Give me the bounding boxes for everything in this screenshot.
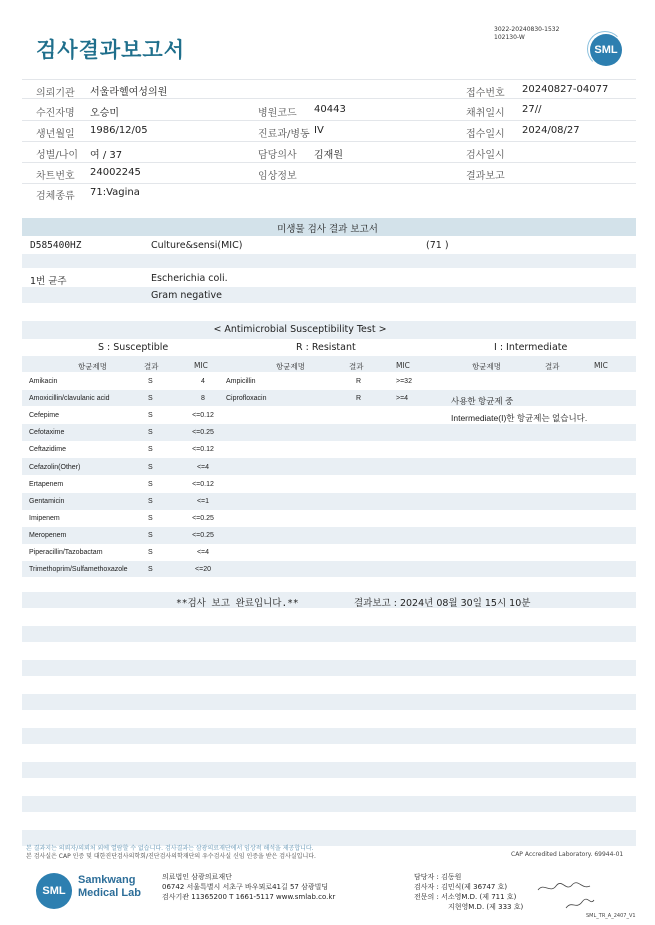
ast-drug: Gentamicin <box>29 498 65 505</box>
collect-date-label: 채취일시 <box>466 108 505 119</box>
receipt-date-label: 접수일시 <box>466 129 505 140</box>
institution-label: 의뢰기관 <box>36 88 75 99</box>
intermediate-note-line1: 사용한 항균제 중 <box>451 396 514 406</box>
ast-mic: <=4 <box>196 549 210 556</box>
ast-drug: Cefotaxime <box>29 429 65 436</box>
specimen-label: 검체종류 <box>36 191 75 202</box>
ast-title: < Antimicrobial Susceptibility Test > <box>213 324 387 335</box>
specimen-value: 71:Vagina <box>90 187 140 198</box>
col-result-3: 결과 <box>545 362 560 371</box>
institution-value: 서울라헬여성의원 <box>90 87 168 98</box>
isolate-label: 1번 균주 <box>30 276 67 287</box>
sex-age-value: 여 / 37 <box>90 150 123 161</box>
patient-value: 오승미 <box>90 108 119 119</box>
ast-mic: <=0.12 <box>192 446 214 453</box>
tech-name: 김민식(제 36747 호) <box>441 883 508 891</box>
ast-mic: >=32 <box>396 378 412 385</box>
report-time: 결과보고 : 2024년 08월 30일 15시 10분 <box>354 598 531 609</box>
col-drug-3: 항균제명 <box>472 362 501 371</box>
cap-accreditation: CAP Accredited Laboratory. 69944-01 <box>511 851 624 858</box>
col-mic-1: MIC <box>194 361 208 370</box>
brand-name <box>78 874 141 900</box>
signature-image <box>536 880 596 914</box>
ast-mic: 8 <box>201 395 205 402</box>
org-address: 06742 서울특별시 서초구 바우뫼로41길 57 삼광빌딩 <box>162 883 329 891</box>
org-name: 의료법인 삼광의료재단 <box>162 873 232 881</box>
col-result-1: 결과 <box>144 362 159 371</box>
ast-mic: <=20 <box>195 566 211 573</box>
org-contact: 검사기관 11365200 T 1661-5117 www.smlab.co.kr <box>162 893 336 901</box>
organism-name: Escherichia coli. <box>151 273 228 284</box>
ast-mic: <=0.12 <box>192 412 214 419</box>
footer-note-2: 본 검사실은 CAP 인증 및 대한진단검사의학회/진단검사의학재단의 우수검사실 신임 인증을 받은 검사실입니다. <box>26 853 316 860</box>
ast-result: S <box>148 481 153 488</box>
col-result-2: 결과 <box>349 362 364 371</box>
receipt-no-label: 접수번호 <box>466 88 505 99</box>
ast-drug: Amikacin <box>29 378 58 385</box>
ast-result: S <box>148 549 153 556</box>
ast-drug: Meropenem <box>29 532 67 539</box>
ast-mic: <=0.25 <box>192 515 214 522</box>
ast-result: S <box>148 395 153 402</box>
ast-mic: <=0.12 <box>192 481 214 488</box>
ast-result: R <box>356 378 362 385</box>
ast-drug: Ampicillin <box>226 378 256 385</box>
ast-result: S <box>148 515 153 522</box>
spec-label: 전문의 : <box>414 893 439 901</box>
ast-drug: Ertapenem <box>29 481 64 488</box>
ast-result: S <box>148 566 153 573</box>
ast-drug: Trimethoprim/Sulfamethoxazole <box>29 566 128 573</box>
ast-mic: 4 <box>201 378 205 385</box>
ast-result: S <box>148 429 153 436</box>
ast-drug: Cefepime <box>29 412 59 419</box>
clinical-label: 임상정보 <box>258 171 297 182</box>
ast-mic: <=1 <box>196 498 210 505</box>
doctor-label: 담당의사 <box>258 150 297 161</box>
ast-mic: <=4 <box>196 464 210 471</box>
footer-note-1: 본 결과지는 의뢰자/의뢰처 외에 열람할 수 없습니다. 검사결과는 삼광의료재단에서 임상적 해석을 제공합니다. <box>26 845 314 852</box>
report-label: 결과보고 <box>466 171 505 182</box>
micro-section-title: 미생물 검사 결과 보고서 <box>277 224 378 235</box>
ast-result: R <box>356 395 362 402</box>
ast-mic: <=0.25 <box>192 429 214 436</box>
ast-drug: Ceftazidime <box>29 446 66 453</box>
form-code: SML_TR_A_2407_V1 <box>586 913 636 919</box>
ast-result: S <box>148 446 153 453</box>
sml-footer-logo: SML <box>36 873 72 909</box>
doctor-value: 김재원 <box>314 150 343 161</box>
sex-age-label: 성별/나이 <box>36 150 79 161</box>
test-name: Culture&sensi(MIC) <box>151 240 243 251</box>
test-number: (71 ) <box>426 240 449 251</box>
col-drug-2: 항균제명 <box>276 362 305 371</box>
hospital-code-label: 병원코드 <box>258 108 297 119</box>
ast-drug: Piperacillin/Tazobactam <box>29 549 103 556</box>
col-mic-3: MIC <box>594 361 608 370</box>
chart-no-value: 24002245 <box>90 167 141 178</box>
dept-value: IV <box>314 125 324 136</box>
ast-result: S <box>148 412 153 419</box>
receipt-date-value: 2024/08/27 <box>522 125 580 136</box>
col-mic-2: MIC <box>396 361 410 370</box>
document-id <box>494 26 559 42</box>
test-code: D585400HZ <box>30 240 82 251</box>
sml-logo-text: SML <box>594 44 618 56</box>
spec-name-1: 서소영M.D. (제 711 호) <box>441 893 517 901</box>
brand-line2: Medical Lab <box>78 887 141 899</box>
ast-drug: Cefazolin(Other) <box>29 464 81 471</box>
col-drug-1: 항균제명 <box>78 362 107 371</box>
ast-result: S <box>148 464 153 471</box>
tech-label: 검사자 : <box>414 883 439 891</box>
ast-drug: Imipenem <box>29 515 60 522</box>
ast-result: S <box>148 378 153 385</box>
gram-stain: Gram negative <box>151 290 222 301</box>
chart-no-label: 차트번호 <box>36 171 75 182</box>
ast-result: S <box>148 532 153 539</box>
legend-resistant: R : Resistant <box>296 342 356 353</box>
intermediate-note-line2: Intermediate(I)한 항균제는 없습니다. <box>451 413 588 423</box>
ast-mic: >=4 <box>396 395 409 402</box>
birth-value: 1986/12/05 <box>90 125 148 136</box>
sml-logo <box>590 34 622 66</box>
document-id-line1: 3022-20240830-1532 <box>494 26 560 33</box>
ast-drug: Ciprofloxacin <box>226 395 267 402</box>
legend-susceptible: S : Susceptible <box>98 342 169 353</box>
legend-intermediate: I : Intermediate <box>494 342 568 353</box>
dept-label: 진료과/병동 <box>258 129 310 140</box>
document-id-line2: 102130-W <box>494 34 525 41</box>
exam-date-label: 검사일시 <box>466 150 505 161</box>
patient-label: 수진자명 <box>36 108 75 119</box>
hospital-code-value: 40443 <box>314 104 346 115</box>
page-title: 검사결과보고서 <box>36 38 186 62</box>
receipt-no-value: 20240827-04077 <box>522 84 609 95</box>
brand-line1: Samkwang <box>78 874 136 886</box>
ast-drug: Amoxicillin/clavulanic acid <box>29 395 110 402</box>
ast-mic: <=0.25 <box>192 532 214 539</box>
completion-message: **검사 보고 완료입니다.** <box>176 598 299 609</box>
ast-result: S <box>148 498 153 505</box>
staff-name: 김동원 <box>441 873 462 881</box>
staff-label: 담당자 : <box>414 873 439 881</box>
collect-date-value: 27// <box>522 104 542 115</box>
spec-name-2: 지현영M.D. (제 333 호) <box>448 903 524 911</box>
birth-label: 생년월일 <box>36 129 75 140</box>
